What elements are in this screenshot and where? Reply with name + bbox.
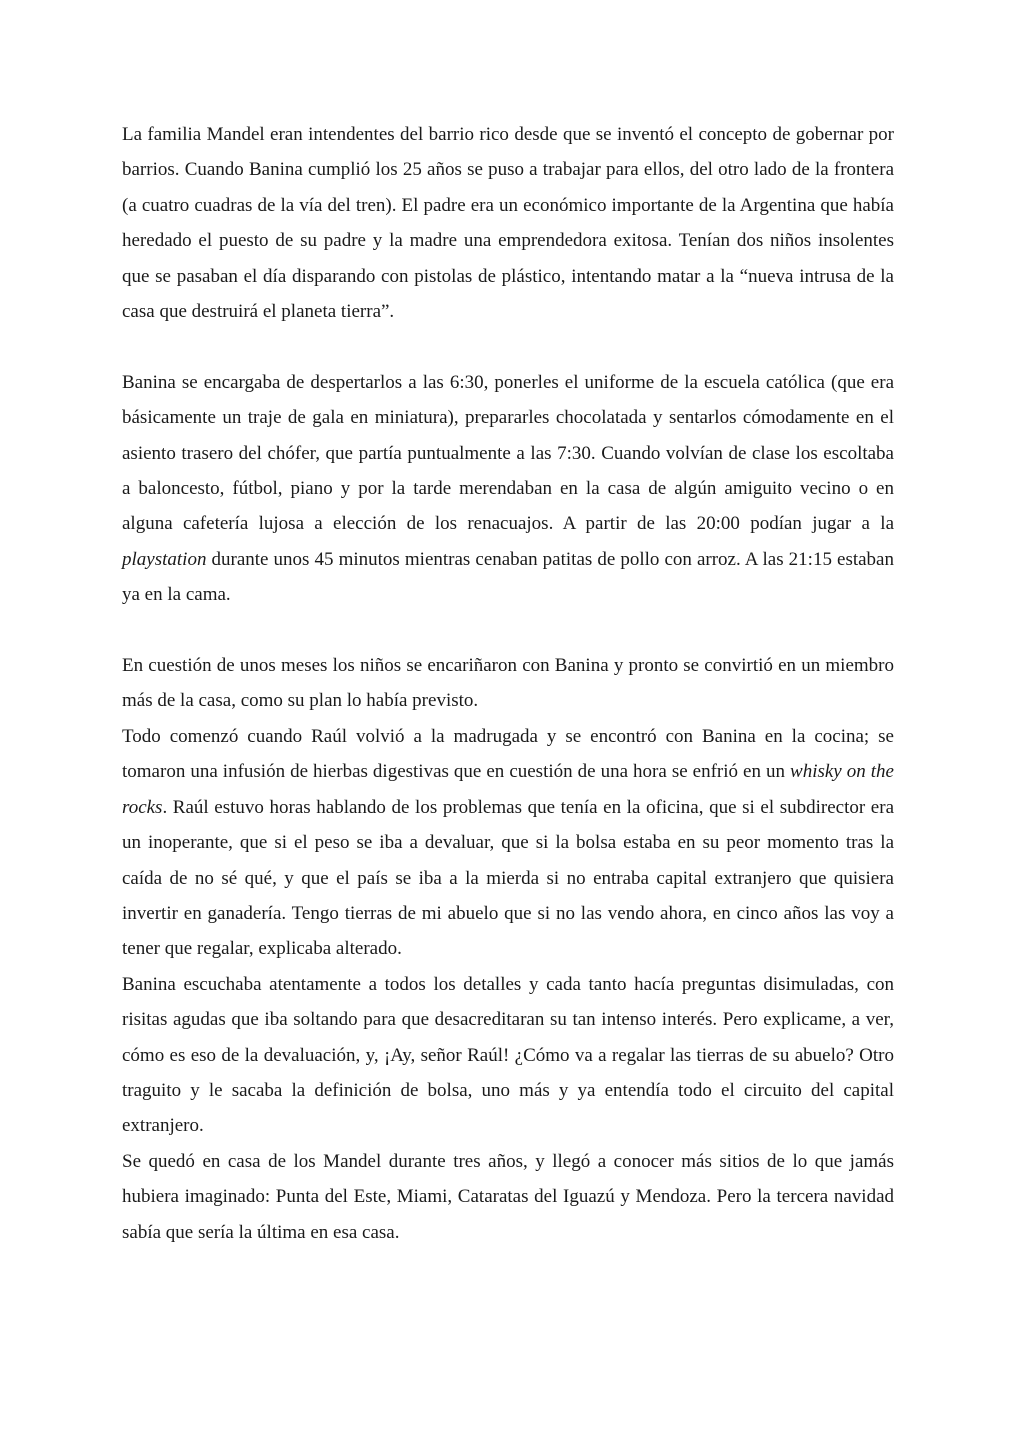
paragraph-daily-routine bbox=[122, 365, 894, 613]
italic-term: whisky on the rocks bbox=[122, 761, 894, 818]
paragraph-text: La familia Mandel eran intendentes del barrio rico desde que se inventó el concepto de gobernar por barrios. Cuando Banina cumplió los 25 años se puso a trabajar para ellos, del otro lado de la frontera (a cuatro cuadras de la vía del tren). El padre era un económico importante de la Argentina que había heredado el puesto de su padre y la madre una emprendedora exitosa. Tenían dos niños insolentes que se pasaban el día disparando con pistolas de plástico, intentando matar a la “nueva intrusa de la casa que destruirá el planeta tierra”. bbox=[122, 124, 894, 323]
paragraph-banina-listens bbox=[122, 967, 894, 1144]
paragraph-mandel-family bbox=[122, 117, 894, 329]
document-body bbox=[122, 117, 894, 1250]
paragraph-text: . Raúl estuvo horas hablando de los problemas que tenía en la oficina, que si el subdirector era un inoperante, que si el peso se iba a devaluar, que si la bolsa estaba en su peor momento tras la caída de no sé qué, y que el país se iba a la mierda si no entraba capital extranjero que quisiera invertir en ganadería. Tengo tierras de mi abuelo que si no las vendo ahora, en cinco años las voy a tener que regalar, explicaba alterado. bbox=[122, 796, 894, 960]
paragraph-text: Todo comenzó cuando Raúl volvió a la madrugada y se encontró con Banina en la cocina; se tomaron una infusión de hierbas digestivas que en cuestión de una hora se enfrió en un bbox=[122, 725, 894, 783]
paragraph-text: durante unos 45 minutos mientras cenaban patitas de pollo con arroz. A las 21:15 estaban ya en la cama. bbox=[122, 548, 894, 606]
paragraph-became-family bbox=[122, 648, 894, 719]
italic-term: playstation bbox=[122, 548, 207, 570]
paragraph-text: Se quedó en casa de los Mandel durante tres años, y llegó a conocer más sitios de lo que jamás hubiera imaginado: Punta del Este, Miami, Cataratas del Iguazú y Mendoza. Pero la tercera navidad sabía que sería la última en esa casa. bbox=[122, 1150, 894, 1243]
paragraph-text: Banina escuchaba atentamente a todos los detalles y cada tanto hacía preguntas disimuladas, con risitas agudas que iba soltando para que desacreditaran su tan intenso interés. Pero explicame, a ver, cómo es eso de la devaluación, y, ¡Ay, señor Raúl! ¿Cómo va a regalar las tierras de su abuelo? Otro traguito y le sacaba la definición de bolsa, uno más y ya entendía todo el circuito del capital extranjero. bbox=[122, 973, 894, 1137]
paragraph-text: En cuestión de unos meses los niños se encariñaron con Banina y pronto se convirtió en un miembro más de la casa, como su plan lo había previsto. bbox=[122, 655, 894, 712]
paragraph-raul-kitchen bbox=[122, 719, 894, 967]
paragraph-text: Banina se encargaba de despertarlos a las 6:30, ponerles el uniforme de la escuela católica (que era básicamente un traje de gala en miniatura), prepararles chocolatada y sentarlos cómodamente en el asiento trasero del chófer, que partía puntualmente a las 7:30. Cuando volvían de clase los escoltaba a baloncesto, fútbol, piano y por la tarde merendaban en la casa de algún amiguito vecino o en alguna cafetería lujosa a elección de los renacuajos. A partir de las 20:00 podían jugar a la bbox=[122, 371, 894, 535]
paragraph-three-years bbox=[122, 1144, 894, 1250]
